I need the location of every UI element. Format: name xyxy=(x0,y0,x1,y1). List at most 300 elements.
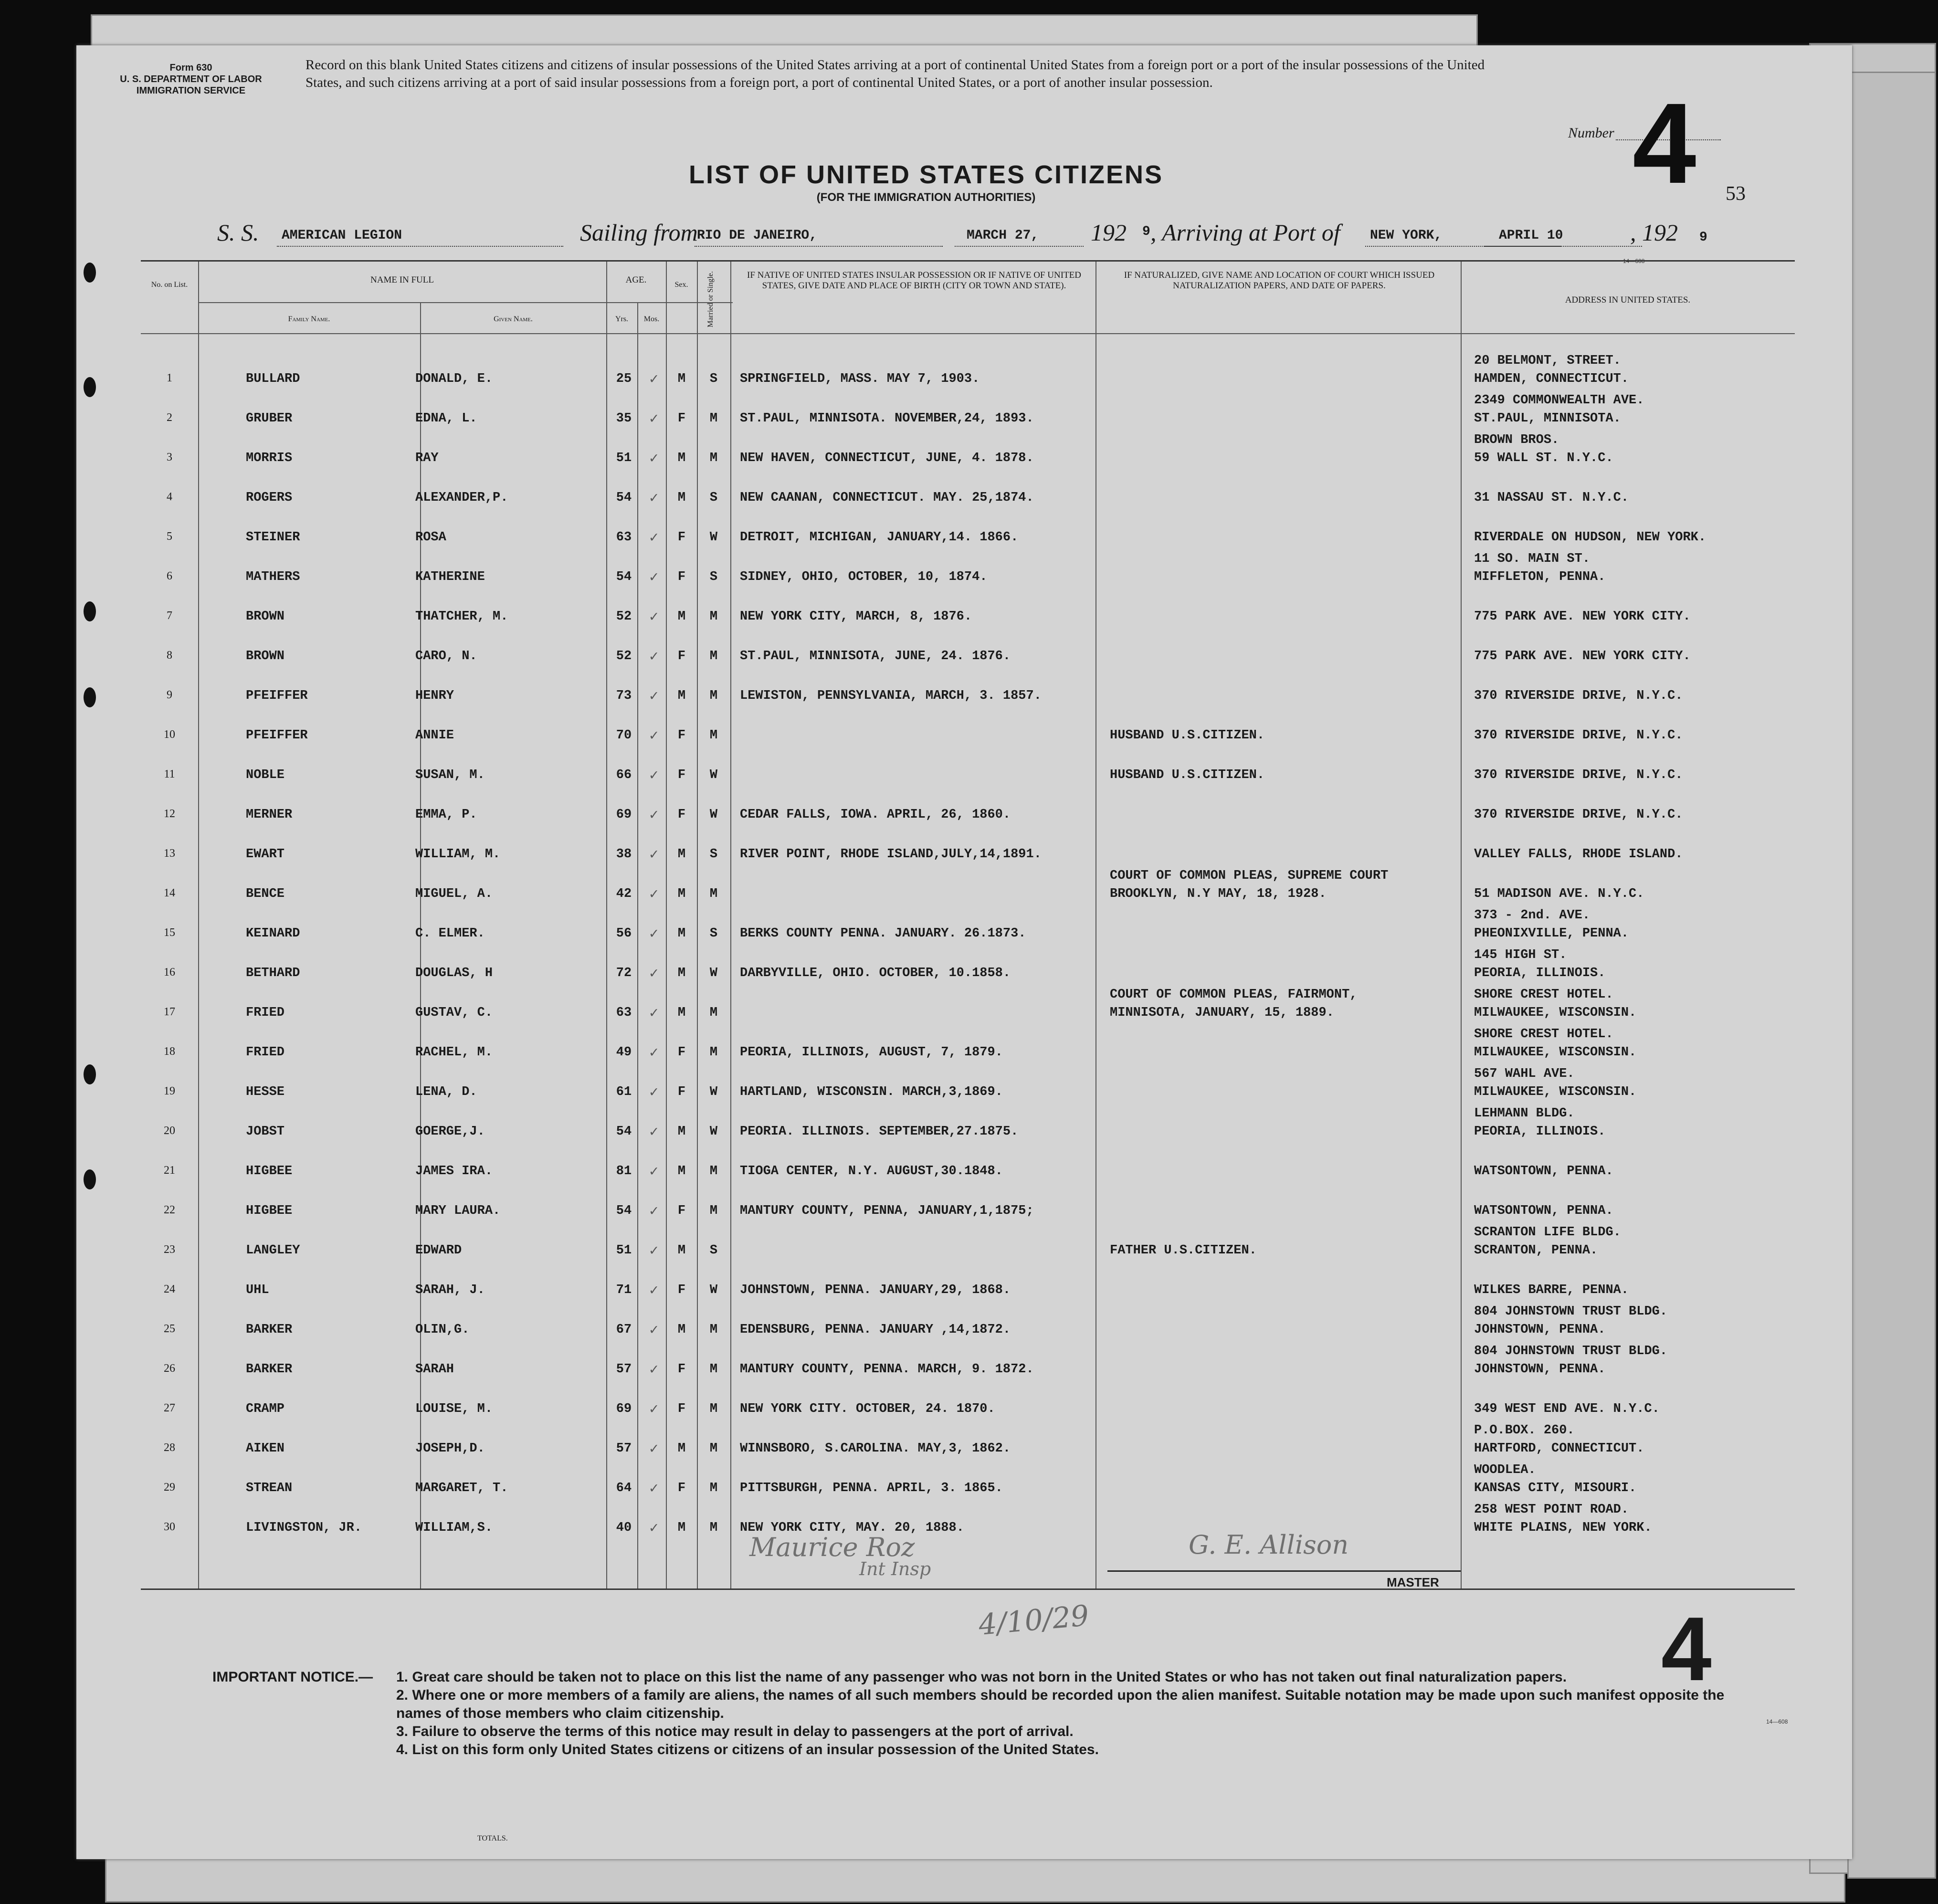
birth-place-date: WINNSBORO, S.CAROLINA. MAY,3, 1862. xyxy=(740,1441,1011,1456)
department: U. S. DEPARTMENT OF LABOR xyxy=(120,74,262,84)
birth-place-date: TIOGA CENTER, N.Y. AUGUST,30.1848. xyxy=(740,1164,1003,1178)
naturalization-detail: HUSBAND U.S.CITIZEN. xyxy=(1110,728,1265,743)
family-name: BETHARD xyxy=(246,966,300,980)
binder-hole xyxy=(84,1064,96,1084)
family-name: HIGBEE xyxy=(246,1164,293,1178)
address-line-2: 775 PARK AVE. NEW YORK CITY. xyxy=(1474,649,1691,663)
ss-label: S. S. xyxy=(217,219,259,246)
age-years: 67 xyxy=(616,1323,632,1337)
row-number: 2 xyxy=(167,411,172,424)
arrival-date-underline xyxy=(1485,246,1642,247)
marital-status: M xyxy=(709,1204,718,1218)
birth-place-date: CEDAR FALLS, IOWA. APRIL, 26, 1860. xyxy=(740,808,1011,822)
table-row xyxy=(141,430,1795,469)
stacked-page-edge xyxy=(1847,72,1936,1879)
marital-status: M xyxy=(709,728,718,743)
marital-status: W xyxy=(709,1283,718,1297)
address-line-2: HARTFORD, CONNECTICUT. xyxy=(1474,1441,1644,1456)
age-years: 72 xyxy=(616,966,632,980)
table-row xyxy=(141,1104,1795,1143)
page-subtitle: (FOR THE IMMIGRATION AUTHORITIES) xyxy=(816,191,1036,204)
table-row xyxy=(141,1064,1795,1103)
marital-status: S xyxy=(709,926,718,941)
age-years: 61 xyxy=(616,1085,632,1099)
sex: M xyxy=(677,1125,686,1139)
age-months-check: ✓ xyxy=(648,1283,660,1298)
address-line-2: SCRANTON, PENNA. xyxy=(1474,1243,1598,1258)
address-line-1: LEHMANN BLDG. xyxy=(1474,1106,1575,1121)
sex: M xyxy=(677,372,686,386)
binder-hole xyxy=(84,377,96,397)
family-name: MORRIS xyxy=(246,451,293,465)
notice-item-1: 1. Great care should be taken not to place on this list the name of any passenger who was not born in the United States or who has not taken out final naturalization papers. xyxy=(396,1669,1567,1685)
given-name: EDNA, L. xyxy=(415,411,477,426)
address-line-2: VALLEY FALLS, RHODE ISLAND. xyxy=(1474,847,1683,862)
marital-status: M xyxy=(709,887,718,901)
age-months-check: ✓ xyxy=(648,570,660,585)
header-address: ADDRESS IN UNITED STATES. xyxy=(1565,295,1691,305)
sex: M xyxy=(677,1164,686,1178)
binder-hole xyxy=(84,687,96,707)
birth-place-date: JOHNSTOWN, PENNA. JANUARY,29, 1868. xyxy=(740,1283,1011,1297)
sex: F xyxy=(677,530,686,545)
binder-hole xyxy=(84,601,96,621)
given-name: JOSEPH,D. xyxy=(415,1441,485,1456)
address-line-2: PHEONIXVILLE, PENNA. xyxy=(1474,926,1629,941)
age-months-check: ✓ xyxy=(648,1243,660,1258)
marital-status: M xyxy=(709,1164,718,1178)
row-number: 25 xyxy=(164,1323,175,1335)
age-months-check: ✓ xyxy=(648,768,660,783)
age-months-check: ✓ xyxy=(648,966,660,981)
age-years: 42 xyxy=(616,887,632,901)
row-number: 9 xyxy=(167,689,172,701)
address-line-2: 31 NASSAU ST. N.Y.C. xyxy=(1474,491,1629,505)
address-line-2: 370 RIVERSIDE DRIVE, N.Y.C. xyxy=(1474,728,1683,743)
table-row xyxy=(141,1183,1795,1222)
marital-status: M xyxy=(709,689,718,703)
age-years: 69 xyxy=(616,808,632,822)
birth-place-date: EDENSBURG, PENNA. JANUARY ,14,1872. xyxy=(740,1323,1011,1337)
sex: F xyxy=(677,1085,686,1099)
notice-item-2: 2. Where one or more members of a family are aliens, the names of all such members should be recorded upon the alien manifest. Suitable notation may be made upon such manifest opposite the names of those members who claim citizenship. xyxy=(396,1687,1725,1721)
address-line-2: MIFFLETON, PENNA. xyxy=(1474,570,1606,584)
given-name: GOERGE,J. xyxy=(415,1125,485,1139)
row-number: 27 xyxy=(164,1402,175,1414)
row-number: 7 xyxy=(167,610,172,622)
inspector-note: Int Insp xyxy=(859,1558,931,1579)
age-months-check: ✓ xyxy=(648,411,660,426)
family-name: UHL xyxy=(246,1283,269,1297)
row-number: 16 xyxy=(164,966,175,978)
given-name: EMMA, P. xyxy=(415,808,477,822)
table-row xyxy=(141,668,1795,707)
given-name: SARAH, J. xyxy=(415,1283,485,1297)
address-line-2: WATSONTOWN, PENNA. xyxy=(1474,1164,1613,1178)
age-months-check: ✓ xyxy=(648,728,660,743)
marital-status: M xyxy=(709,1402,718,1416)
marital-status: S xyxy=(709,1243,718,1258)
age-months-check: ✓ xyxy=(648,451,660,466)
given-name: C. ELMER. xyxy=(415,926,485,941)
table-row xyxy=(141,1302,1795,1341)
table-row xyxy=(141,1143,1795,1182)
form-code-top: 14—608 xyxy=(1623,258,1645,264)
given-name: SUSAN, M. xyxy=(415,768,485,782)
age-months-check: ✓ xyxy=(648,1125,660,1139)
age-years: 57 xyxy=(616,1362,632,1377)
given-name: OLIN,G. xyxy=(415,1323,470,1337)
given-name: GUSTAV, C. xyxy=(415,1006,493,1020)
age-years: 81 xyxy=(616,1164,632,1178)
address-line-2: PEORIA, ILLINOIS. xyxy=(1474,1125,1606,1139)
sex: F xyxy=(677,1362,686,1377)
address-line-2: 775 PARK AVE. NEW YORK CITY. xyxy=(1474,610,1691,624)
birth-place-date: SIDNEY, OHIO, OCTOBER, 10, 1874. xyxy=(740,570,988,584)
header-yrs: Yrs. xyxy=(615,315,629,323)
age-years: 51 xyxy=(616,1243,632,1258)
address-line-2: HAMDEN, CONNECTICUT. xyxy=(1474,372,1629,386)
address-line-1: 804 JOHNSTOWN TRUST BLDG. xyxy=(1474,1344,1668,1358)
header-naturalized: IF NATURALIZED, GIVE NAME AND LOCATION OF COURT WHICH ISSUED NATURALIZATION PAPERS, AND DATE OF PAPERS. xyxy=(1124,270,1435,291)
notice-item-3: 3. Failure to observe the terms of this notice may result in delay to passengers at the port of arrival. xyxy=(396,1724,1074,1739)
row-number: 15 xyxy=(164,926,175,939)
age-months-check: ✓ xyxy=(648,491,660,505)
master-label: MASTER xyxy=(1387,1575,1439,1589)
family-name: PFEIFFER xyxy=(246,689,308,703)
age-years: 66 xyxy=(616,768,632,782)
age-years: 54 xyxy=(616,570,632,584)
marital-status: S xyxy=(709,570,718,584)
table-row xyxy=(141,747,1795,786)
table-row xyxy=(141,628,1795,667)
sex: M xyxy=(677,491,686,505)
age-months-check: ✓ xyxy=(648,887,660,902)
sex: F xyxy=(677,768,686,782)
age-months-check: ✓ xyxy=(648,372,660,387)
age-years: 52 xyxy=(616,610,632,624)
row-number: 11 xyxy=(164,768,175,780)
address-line-2: 370 RIVERSIDE DRIVE, N.Y.C. xyxy=(1474,808,1683,822)
family-name: FRIED xyxy=(246,1006,285,1020)
birth-place-date: MANTURY COUNTY, PENNA, JANUARY,1,1875; xyxy=(740,1204,1034,1218)
sex: M xyxy=(677,451,686,465)
sex: F xyxy=(677,1402,686,1416)
sex: F xyxy=(677,1481,686,1495)
marital-status: W xyxy=(709,966,718,980)
form-identifier xyxy=(110,62,272,96)
marital-status: M xyxy=(709,1362,718,1377)
family-name: NOBLE xyxy=(246,768,285,782)
sex: F xyxy=(677,1045,686,1060)
given-name: LENA, D. xyxy=(415,1085,477,1099)
age-months-check: ✓ xyxy=(648,1521,660,1536)
table-row xyxy=(141,1024,1795,1063)
given-name: DONALD, E. xyxy=(415,372,493,386)
header-given-name: Given Name. xyxy=(494,315,533,323)
address-line-2: 349 WEST END AVE. N.Y.C. xyxy=(1474,1402,1660,1416)
sex: F xyxy=(677,808,686,822)
family-name: HIGBEE xyxy=(246,1204,293,1218)
age-years: 51 xyxy=(616,451,632,465)
age-months-check: ✓ xyxy=(648,689,660,704)
address-line-1: 258 WEST POINT ROAD. xyxy=(1474,1503,1629,1517)
marital-status: M xyxy=(709,1481,718,1495)
row-number: 21 xyxy=(164,1164,175,1177)
sex: M xyxy=(677,926,686,941)
naturalization-detail: HUSBAND U.S.CITIZEN. xyxy=(1110,768,1265,782)
birth-place-date: ST.PAUL, MINNISOTA, JUNE, 24. 1876. xyxy=(740,649,1011,663)
from-port: RIO DE JANEIRO, xyxy=(697,228,818,243)
birth-place-date: NEW YORK CITY, MARCH, 8, 1876. xyxy=(740,610,972,624)
birth-place-date: BERKS COUNTY PENNA. JANUARY. 26.1873. xyxy=(740,926,1026,941)
address-line-1: SCRANTON LIFE BLDG. xyxy=(1474,1225,1621,1240)
address-line-2: 370 RIVERSIDE DRIVE, N.Y.C. xyxy=(1474,689,1683,703)
birth-place-date: NEW YORK CITY, MAY. 20, 1888. xyxy=(740,1521,964,1535)
marital-status: M xyxy=(709,1441,718,1456)
marital-status: S xyxy=(709,847,718,862)
age-months-check: ✓ xyxy=(648,847,660,862)
family-name: STREAN xyxy=(246,1481,293,1495)
naturalization-detail: FATHER U.S.CITIZEN. xyxy=(1110,1243,1257,1258)
given-name: THATCHER, M. xyxy=(415,610,508,624)
row-number: 4 xyxy=(167,491,172,503)
birth-place-date: NEW CAANAN, CONNECTICUT. MAY. 25,1874. xyxy=(740,491,1034,505)
row-number: 28 xyxy=(164,1441,175,1454)
sex: F xyxy=(677,411,686,426)
age-years: 63 xyxy=(616,530,632,545)
given-name: HENRY xyxy=(415,689,454,703)
table-row xyxy=(141,549,1795,588)
ship-name: AMERICAN LEGION xyxy=(282,228,402,243)
birth-place-date: ST.PAUL, MINNISOTA. NOVEMBER,24, 1893. xyxy=(740,411,1034,426)
table-row xyxy=(141,390,1795,430)
row-number: 26 xyxy=(164,1362,175,1375)
service: IMMIGRATION SERVICE xyxy=(136,85,246,96)
address-line-1: 567 WAHL AVE. xyxy=(1474,1067,1575,1081)
age-months-check: ✓ xyxy=(648,1402,660,1417)
marital-status: M xyxy=(709,1521,718,1535)
form-code: 14—608 xyxy=(1766,1718,1788,1725)
birth-place-date: NEW HAVEN, CONNECTICUT, JUNE, 4. 1878. xyxy=(740,451,1034,465)
number-label: Number xyxy=(1568,125,1614,141)
family-name: BARKER xyxy=(246,1362,293,1377)
address-line-2: WATSONTOWN, PENNA. xyxy=(1474,1204,1613,1218)
age-years: 63 xyxy=(616,1006,632,1020)
table-row xyxy=(141,509,1795,548)
age-years: 56 xyxy=(616,926,632,941)
sailing-date-underline xyxy=(955,246,1084,247)
family-name: MERNER xyxy=(246,808,293,822)
marital-status: M xyxy=(709,1323,718,1337)
age-years: 52 xyxy=(616,649,632,663)
sex: M xyxy=(677,847,686,862)
address-line-1: P.O.BOX. 260. xyxy=(1474,1423,1575,1438)
birth-place-date: PEORIA, ILLINOIS, AUGUST, 7, 1879. xyxy=(740,1045,1003,1060)
birth-place-date: DARBYVILLE, OHIO. OCTOBER, 10.1858. xyxy=(740,966,1011,980)
given-name: SARAH xyxy=(415,1362,454,1377)
sex: F xyxy=(677,649,686,663)
table-row xyxy=(141,470,1795,509)
address-line-1: 20 BELMONT, STREET. xyxy=(1474,354,1621,368)
family-name: PFEIFFER xyxy=(246,728,308,743)
birth-place-date: HARTLAND, WISCONSIN. MARCH,3,1869. xyxy=(740,1085,1003,1099)
binder-hole xyxy=(84,1169,96,1189)
sex: M xyxy=(677,887,686,901)
table-row xyxy=(141,1500,1795,1539)
age-months-check: ✓ xyxy=(648,1006,660,1020)
marital-status: W xyxy=(709,808,718,822)
age-years: 64 xyxy=(616,1481,632,1495)
given-name: EDWARD xyxy=(415,1243,462,1258)
family-name: JOBST xyxy=(246,1125,285,1139)
form-number: Form 630 xyxy=(169,63,212,73)
table-row xyxy=(141,1222,1795,1262)
marital-status: M xyxy=(709,649,718,663)
age-months-check: ✓ xyxy=(648,649,660,664)
birth-place-date: NEW YORK CITY. OCTOBER, 24. 1870. xyxy=(740,1402,995,1416)
birth-place-date: PITTSBURGH, PENNA. APRIL, 3. 1865. xyxy=(740,1481,1003,1495)
naturalization-detail: MINNISOTA, JANUARY, 15, 1889. xyxy=(1110,1006,1334,1020)
inspector-signature: Maurice Roz xyxy=(749,1532,915,1562)
address-line-1: WOODLEA. xyxy=(1474,1463,1536,1477)
arrival-date: APRIL 10 xyxy=(1499,228,1563,243)
sex: F xyxy=(677,570,686,584)
address-line-1: 145 HIGH ST. xyxy=(1474,948,1567,962)
family-name: FRIED xyxy=(246,1045,285,1060)
marital-status: W xyxy=(709,1085,718,1099)
row-number: 18 xyxy=(164,1045,175,1058)
row-number: 24 xyxy=(164,1283,175,1295)
age-months-check: ✓ xyxy=(648,1045,660,1060)
family-name: BENCE xyxy=(246,887,285,901)
address-line-1: 804 JOHNSTOWN TRUST BLDG. xyxy=(1474,1304,1668,1319)
header-family-name: Family Name. xyxy=(288,315,330,323)
given-name: RACHEL, M. xyxy=(415,1045,493,1060)
table-row xyxy=(141,1341,1795,1380)
age-months-check: ✓ xyxy=(648,808,660,822)
address-line-2: 51 MADISON AVE. N.Y.C. xyxy=(1474,887,1644,901)
naturalization-detail: BROOKLYN, N.Y MAY, 18, 1928. xyxy=(1110,887,1327,901)
naturalization-court: COURT OF COMMON PLEAS, SUPREME COURT xyxy=(1110,869,1389,883)
address-line-2: 370 RIVERSIDE DRIVE, N.Y.C. xyxy=(1474,768,1683,782)
family-name: BARKER xyxy=(246,1323,293,1337)
age-years: 25 xyxy=(616,372,632,386)
header-sex: Sex. xyxy=(674,281,688,289)
master-signature-line xyxy=(1107,1570,1461,1572)
sex: F xyxy=(677,1283,686,1297)
given-name: ALEXANDER,P. xyxy=(415,491,508,505)
age-months-check: ✓ xyxy=(648,1323,660,1337)
instructions-text: Record on this blank United States citizens and citizens of insular possessions of the United States arriving at a port of continental United States from a foreign port or a port of the insular possessions of the United States, and such citizens arriving at a port of said insular possessions from a foreign port, a port of continental United States, or a port of another insular possession. xyxy=(305,57,1485,90)
header-mos: Mos. xyxy=(643,315,660,323)
given-name: CARO, N. xyxy=(415,649,477,663)
marital-status: W xyxy=(709,530,718,545)
age-years: 73 xyxy=(616,689,632,703)
marital-status: W xyxy=(709,1125,718,1139)
binder-hole xyxy=(84,263,96,283)
from-port-underline xyxy=(695,246,943,247)
row-number: 5 xyxy=(167,530,172,543)
age-months-check: ✓ xyxy=(648,1362,660,1377)
birth-place-date: SPRINGFIELD, MASS. MAY 7, 1903. xyxy=(740,372,980,386)
family-name: HESSE xyxy=(246,1085,285,1099)
address-line-1: 11 SO. MAIN ST. xyxy=(1474,552,1590,566)
marital-status: M xyxy=(709,451,718,465)
row-number: 29 xyxy=(164,1481,175,1494)
given-name: MIGUEL, A. xyxy=(415,887,493,901)
family-name: AIKEN xyxy=(246,1441,285,1456)
family-name: KEINARD xyxy=(246,926,300,941)
family-name: GRUBER xyxy=(246,411,293,426)
table-row xyxy=(141,945,1795,984)
age-months-check: ✓ xyxy=(648,1085,660,1100)
table-row xyxy=(141,1460,1795,1499)
given-name: WILLIAM,S. xyxy=(415,1521,493,1535)
table-row xyxy=(141,351,1795,390)
address-line-1: 373 - 2nd. AVE. xyxy=(1474,908,1590,923)
address-line-2: PEORIA, ILLINOIS. xyxy=(1474,966,1606,980)
row-number: 13 xyxy=(164,847,175,860)
family-name: EWART xyxy=(246,847,285,862)
marital-status: M xyxy=(709,1006,718,1020)
header-age: AGE. xyxy=(625,275,647,285)
family-name: MATHERS xyxy=(246,570,300,584)
sex: M xyxy=(677,1521,686,1535)
address-line-2: ST.PAUL, MINNISOTA. xyxy=(1474,411,1621,426)
given-name: ANNIE xyxy=(415,728,454,743)
page-number: 53 xyxy=(1726,183,1746,205)
age-years: 54 xyxy=(616,1204,632,1218)
age-years: 40 xyxy=(616,1521,632,1535)
family-name: BROWN xyxy=(246,649,285,663)
given-name: JAMES IRA. xyxy=(415,1164,493,1178)
bottom-list-number: 4 xyxy=(1661,1599,1712,1700)
row-number: 23 xyxy=(164,1243,175,1256)
birth-place-date: LEWISTON, PENNSYLVANIA, MARCH, 3. 1857. xyxy=(740,689,1042,703)
age-years: 38 xyxy=(616,847,632,862)
address-line-1: 2349 COMMONWEALTH AVE. xyxy=(1474,393,1644,408)
sex: M xyxy=(677,1243,686,1258)
table-row xyxy=(141,985,1795,1024)
sex: M xyxy=(677,1006,686,1020)
family-name: BULLARD xyxy=(246,372,300,386)
row-number: 3 xyxy=(167,451,172,463)
family-name: STEINER xyxy=(246,530,300,545)
given-name: DOUGLAS, H xyxy=(415,966,493,980)
sex: M xyxy=(677,610,686,624)
marital-status: S xyxy=(709,491,718,505)
master-signature: G. E. Allison xyxy=(1189,1530,1349,1560)
row-number: 6 xyxy=(167,570,172,582)
notice-heading: IMPORTANT NOTICE.— xyxy=(212,1669,373,1685)
given-name: MARY LAURA. xyxy=(415,1204,501,1218)
header-no: No. on List. xyxy=(151,281,188,289)
address-line-2: WILKES BARRE, PENNA. xyxy=(1474,1283,1629,1297)
age-months-check: ✓ xyxy=(648,530,660,545)
birth-place-date: PEORIA. ILLINOIS. SEPTEMBER,27.1875. xyxy=(740,1125,1019,1139)
sailing-year: 9 xyxy=(1142,224,1150,239)
address-line-2: MILWAUKEE, WISCONSIN. xyxy=(1474,1006,1637,1020)
row-number: 10 xyxy=(164,728,175,741)
header-married: Married or Single. xyxy=(706,271,715,327)
age-years: 54 xyxy=(616,1125,632,1139)
sex: M xyxy=(677,1441,686,1456)
totals-label: TOTALS. xyxy=(477,1834,508,1842)
row-number: 8 xyxy=(167,649,172,662)
inspection-date: 4/10/29 xyxy=(977,1599,1090,1642)
row-number: 19 xyxy=(164,1085,175,1097)
